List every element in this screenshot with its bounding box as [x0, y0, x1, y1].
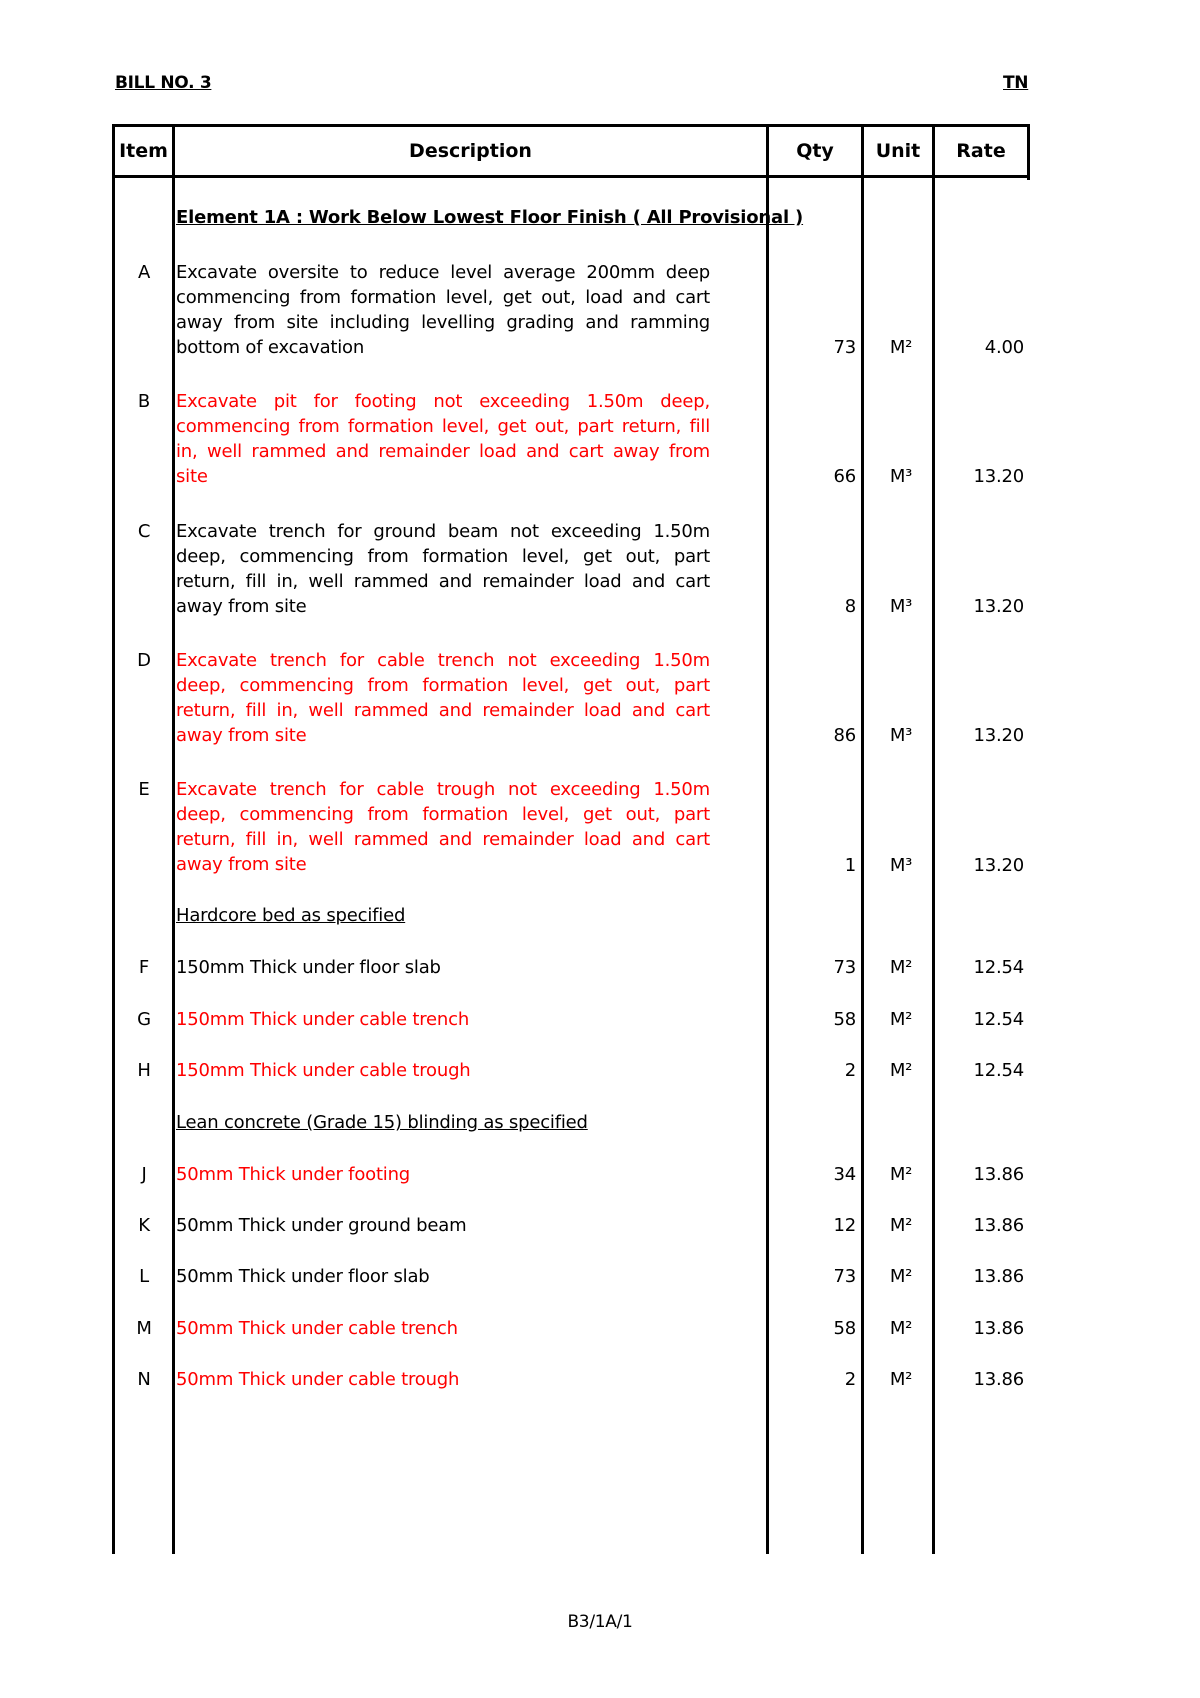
subheading-hardcore: Hardcore bed as specified — [176, 905, 406, 926]
item-unit: M² — [889, 1164, 913, 1185]
item-description: Excavate trench for cable trough not exceeding 1.50m deep, commencing from formation level, get out, part return, fill in, well rammed and remainder load and cart away from site — [176, 779, 710, 875]
item-qty: 8 — [844, 596, 856, 617]
item-rate: 13.86 — [973, 1369, 1024, 1390]
item-rate: 12.54 — [973, 1060, 1024, 1081]
item-rate: 13.20 — [973, 855, 1024, 876]
item-qty: 58 — [833, 1009, 856, 1030]
table-left-border — [112, 124, 115, 1554]
item-description: 150mm Thick under cable trough — [176, 1060, 471, 1081]
item-description: Excavate pit for footing not exceeding 1.50m deep, commencing from formation level, get out, part return, fill in, well rammed and remainder load and cart away from site — [176, 391, 710, 487]
item-description: Excavate oversite to reduce level average 200mm deep commencing from formation level, get out, load and cart away from site including levelling grading and ramming bottom of excavation — [176, 262, 710, 358]
item-code: K — [138, 1215, 150, 1236]
item-qty: 73 — [833, 337, 856, 358]
item-desc-divider — [172, 124, 175, 1554]
qty-unit-divider — [861, 124, 864, 1554]
element-heading: Element 1A : Work Below Lowest Floor Finish ( All Provisional ) — [176, 207, 804, 228]
item-code: H — [137, 1060, 151, 1081]
item-rate: 13.20 — [973, 725, 1024, 746]
item-qty: 2 — [844, 1060, 856, 1081]
item-unit: M³ — [889, 466, 913, 487]
item-qty: 1 — [844, 855, 856, 876]
item-qty: 66 — [833, 466, 856, 487]
item-unit: M² — [889, 957, 913, 978]
item-code: D — [137, 650, 151, 671]
item-description: 50mm Thick under floor slab — [176, 1266, 430, 1287]
column-header-description: Description — [409, 140, 532, 162]
column-header-unit: Unit — [875, 140, 921, 162]
item-description: 50mm Thick under ground beam — [176, 1215, 467, 1236]
subheading-lean-concrete: Lean concrete (Grade 15) blinding as specified — [176, 1112, 588, 1133]
item-unit: M² — [889, 1215, 913, 1236]
item-description: Excavate trench for ground beam not exceeding 1.50m deep, commencing from formation level, get out, part return, fill in, well rammed and remainder load and cart away from site — [176, 521, 710, 617]
item-unit: M² — [889, 1060, 913, 1081]
item-code: G — [137, 1009, 151, 1030]
item-description: 150mm Thick under cable trench — [176, 1009, 470, 1030]
item-qty: 58 — [833, 1318, 856, 1339]
item-qty: 12 — [833, 1215, 856, 1236]
item-unit: M³ — [889, 855, 913, 876]
item-description: Excavate trench for cable trench not exceeding 1.50m deep, commencing from formation level, get out, part return, fill in, well rammed and remainder load and cart away from site — [176, 650, 710, 746]
item-qty: 2 — [844, 1369, 856, 1390]
item-rate: 12.54 — [973, 1009, 1024, 1030]
bill-reference-code: TN — [1003, 73, 1029, 93]
item-code: A — [137, 262, 151, 283]
item-code: E — [138, 779, 150, 800]
item-code: L — [139, 1266, 149, 1287]
item-code: N — [137, 1369, 151, 1390]
item-rate: 13.20 — [973, 596, 1024, 617]
item-description: 50mm Thick under cable trough — [176, 1369, 460, 1390]
table-right-border — [1027, 124, 1030, 180]
item-description: 50mm Thick under cable trench — [176, 1318, 458, 1339]
item-rate: 13.86 — [973, 1215, 1024, 1236]
item-rate: 13.86 — [973, 1318, 1024, 1339]
item-qty: 73 — [833, 1266, 856, 1287]
item-description: 50mm Thick under footing — [176, 1164, 411, 1185]
column-header-item: Item — [119, 140, 168, 162]
item-code: B — [137, 391, 151, 412]
item-unit: M² — [889, 1369, 913, 1390]
item-unit: M³ — [889, 725, 913, 746]
item-unit: M² — [889, 1266, 913, 1287]
item-code: M — [136, 1318, 152, 1339]
item-rate: 13.86 — [973, 1266, 1024, 1287]
item-rate: 13.86 — [973, 1164, 1024, 1185]
item-qty: 73 — [833, 957, 856, 978]
item-unit: M³ — [889, 596, 913, 617]
column-header-rate: Rate — [956, 140, 1006, 162]
item-code: F — [138, 957, 150, 978]
item-unit: M² — [889, 1009, 913, 1030]
item-unit: M² — [889, 1318, 913, 1339]
item-description: 150mm Thick under floor slab — [176, 957, 441, 978]
column-header-qty: Qty — [796, 140, 834, 162]
item-rate: 4.00 — [984, 337, 1024, 358]
item-code: C — [137, 521, 151, 542]
bill-title: BILL NO. 3 — [115, 73, 212, 93]
item-qty: 34 — [833, 1164, 856, 1185]
item-code: J — [141, 1164, 147, 1185]
item-rate: 12.54 — [973, 957, 1024, 978]
item-rate: 13.20 — [973, 466, 1024, 487]
item-unit: M² — [889, 337, 913, 358]
page-reference: B3/1A/1 — [567, 1612, 633, 1632]
item-qty: 86 — [833, 725, 856, 746]
